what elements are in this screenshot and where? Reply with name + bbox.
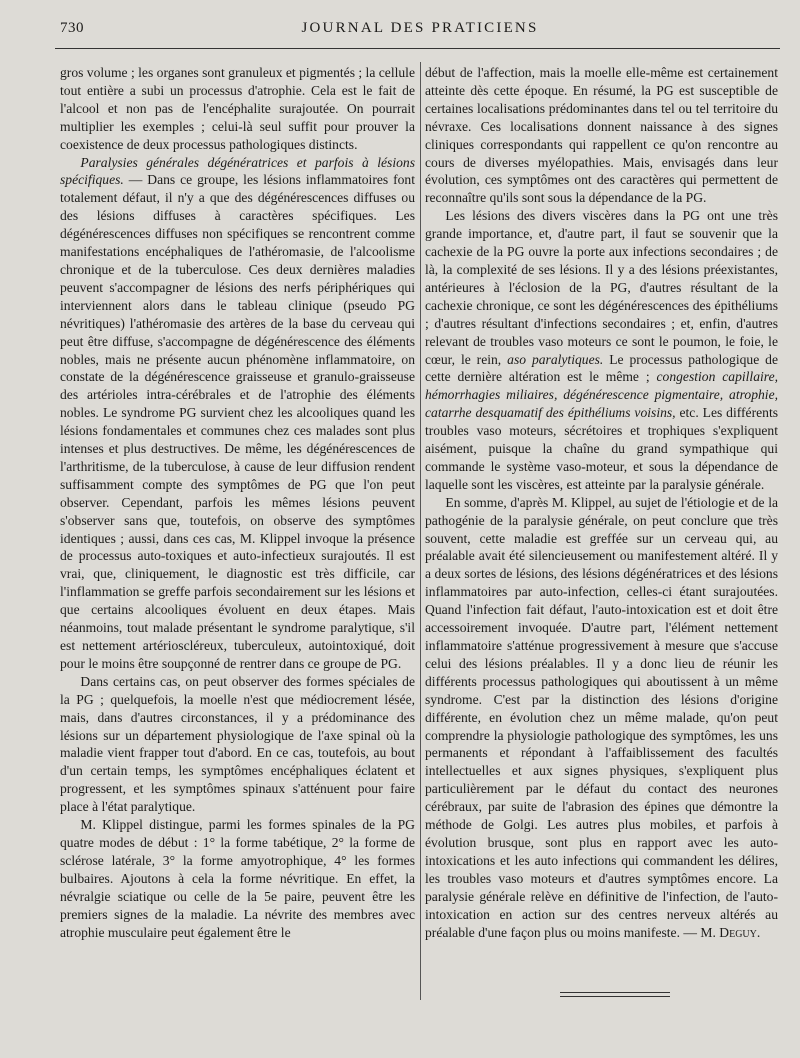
paragraph-text: Le processus pathologique de cette dernière altération est le même ; <box>425 351 778 385</box>
paragraph-text: etc. Les différents troubles vaso moteurs, sécrétoires et trophiques s'expliquent aisément, puisque la chaîne du grand sympathique qui commande le système vaso-moteur, et sous la dépendance de laquelle sont les viscères, est atteinte par la paralysie générale. <box>425 405 779 492</box>
paragraph-text: Les lésions des divers viscères dans la PG ont une très grande importance, et, d'autre part, il faut se souvenir que la cachexie de la PG ouvre la porte aux infections secondaires ; de là, la complexité de ses lésions. Il y a des lésions préexistantes, antérieures à l'éclosion de la PG, d'autres résultant de la cachexie chronique, ce sont les dégénérescences des épithéliums ; d'autres résultant d'infections secondaires ; et, enfin, d'autres relevant de troubles vaso moteurs ce sont le poumon, le foie, le cœur, le rein, <box>425 208 778 367</box>
paragraph-text: — Dans ce groupe, les lésions inflammatoires font totalement défaut, il n'y a que des dégénérescences diffuses ou des lésions diffuses à caractères spécifiques. Les dégénérescences diffuses non spécifiques se rencontrent comme manifestations encéphaliques de l'athéromasie, de l'alcoolisme chronique et de la tuberculose. Ces deux dernières maladies peuvent s'accompagner de lésions des nerfs périphériques qui interviennent alors dans le tableau clinique (pseudo PG névritiques) l'athéromasie des artères de la base du cerveau qui peut être diffuse, s'accompagne de dégénérescence des éléments nobles, mais ne présente aucun phénomène inflammatoire, on constate de la dégénérescence graisseuse et granulo-graisseuse des artérioles intra-cérébrales et de l'atrophie des éléments nobles. Le syndrome PG survient chez les alcooliques quand les lésions fondamentales et communes chez ces malades sont plus intenses et plus destructives. De même, les dégénérescences de l'arthritisme, de la tuberculose, à cause de leur diffusion rendent suffisamment compte des symptômes de PG que l'on peut observer. Cependant, parfois les mêmes lésions peuvent s'observer sans que, toutefois, on observe des symptômes identiques ; aussi, dans ces cas, M. Klippel invoque la présence de processus auto-toxiques et auto-infectieux surajoutés. Il est vrai, que, cliniquement, le diagnostic est très difficile, car l'inflammation se greffe parfois secondairement sur les lésions et que certains alcooliques évoluent en deux étapes. Mais néanmoins, tout malade présentant le syndrome paralytique, s'il est nettement artérioscléreux, tuberculeux, autointoxiqué, doit pour le moins être soupçonné de rentrer dans ce groupe de PG. <box>60 172 415 671</box>
italic-text: congestion capillaire, hémorrhagies miliaires, dégénérescence pigmentaire, atrophie, catarrhe desquamatif des épithéliums voisins, <box>425 369 778 421</box>
paragraph: début de l'affection, mais la moelle elle-même est certainement atteinte dès cette époque. En résumé, la PG est susceptible de certaines localisations prédominantes dans tel ou tel territoire du névraxe. Ces localisations donnent naissance à des signes cliniques correspondants qui rappellent ce qu'on rencontre au cours de diverses myélopathies. Mais, envisagés dans leur évolution, ces symptômes ont des caractères qui permettent de reconnaître qu'ils sont sous la dépendance de la PG. <box>425 65 778 206</box>
italic-text: aso paralytiques. <box>507 351 604 367</box>
paragraph: Dans certains cas, on peut observer des formes spéciales de la PG ; quelquefois, la moelle n'est que médiocrement lésée, mais, dans d'autres circonstances, il y a prédominance des lésions sur un département physiologique de l'axe spinal où la maladie vient frapper tout d'abord. En ce cas, toutefois, au bout d'un certain temps, les symptômes encéphaliques éclatent et progressent, et les symptômes spinaux s'atténuent pour faire place à l'état paralytique. <box>60 673 415 815</box>
paragraph: M. Klippel distingue, parmi les formes spinales de la PG quatre modes de début : 1° la forme tabétique, 2° la forme de sclérose latérale, 3° la forme amyotrophique, 4° les formes bulbaires. Ajoutons à cela la forme névritique. En effet, la névralgie sciatique ou celle de la 5e paire, peuvent être les premiers signes de la maladie. La névrite des membres avec atrophie musculaire peut également être le <box>60 817 415 940</box>
paragraph <box>425 207 778 494</box>
end-rule <box>560 996 670 997</box>
right-column <box>425 64 778 941</box>
paragraph-text: En somme, d'après M. Klippel, au sujet de l'étiologie et de la pathogénie de la paralysie générale, on peut conclure que très souvent, cette maladie est greffée sur un cerveau qui, au préalable avait été silencieusement ou manifestement altéré. Il y a deux sortes de lésions, des lésions dégénératrices et des lésions inflammatoires par auto-infection, celles-ci étant surajoutées. Quand l'infection fait défaut, l'auto-intoxication est et doit être accessoirement invoquée. D'autre part, l'élément nettement inflammatoire s'atténue progressivement à mesure que s'accuse celui des lésions préalables. Il y a donc lieu de réunir les différents processus pathologiques qui aboutissent à un même syndrome. C'est par la distinction des lésions d'origine différente, en évolution chez un même malade, qu'on peut comprendre la physiologie pathologique des symptômes, les uns permanents et répondant à l'affaiblissement des facultés intellectuelles et aux signes physiques, s'expliquent plus particulièrement par le défaut du contact des neurones cérébraux, par suite de l'abrasion des épines que démontre la méthode de Golgi. Les autres plus mobiles, et parfois à évolution brusque, sont plus en rapport avec les auto-intoxications et les auto infections qui commandent les délires, les troubles vaso moteurs et d'autres symptômes encore. La paralysie générale relève en définitive de l'infection, de l'auto-intoxication en action sur des centres nerveux altérés au préalable d'une façon plus ou moins manifeste. — <box>425 494 778 940</box>
journal-title: JOURNAL DES PRATICIENS <box>301 20 539 36</box>
end-rule <box>560 992 670 993</box>
left-column <box>60 64 415 941</box>
paragraph: gros volume ; les organes sont granuleux et pigmentés ; la cellule tout entière a subi un processus d'atrophie. Cela est le fait de l'alcool et non pas de l'encéphalite surajoutée. On pourrait multiplier les exemples ; celui-là seul suffit pour prouver la coexistence de deux processus pathologiques distincts. <box>60 65 415 152</box>
page-header <box>60 20 780 46</box>
column-divider <box>420 62 421 1000</box>
paragraph <box>425 494 778 942</box>
header-rule <box>55 48 780 49</box>
page-number: 730 <box>60 20 84 36</box>
section-heading: Paralysies générales dégénératrices et parfois à lésions spécifiques. <box>60 154 415 188</box>
paragraph <box>60 154 415 673</box>
author-signature: M. Deguy. <box>700 924 761 940</box>
